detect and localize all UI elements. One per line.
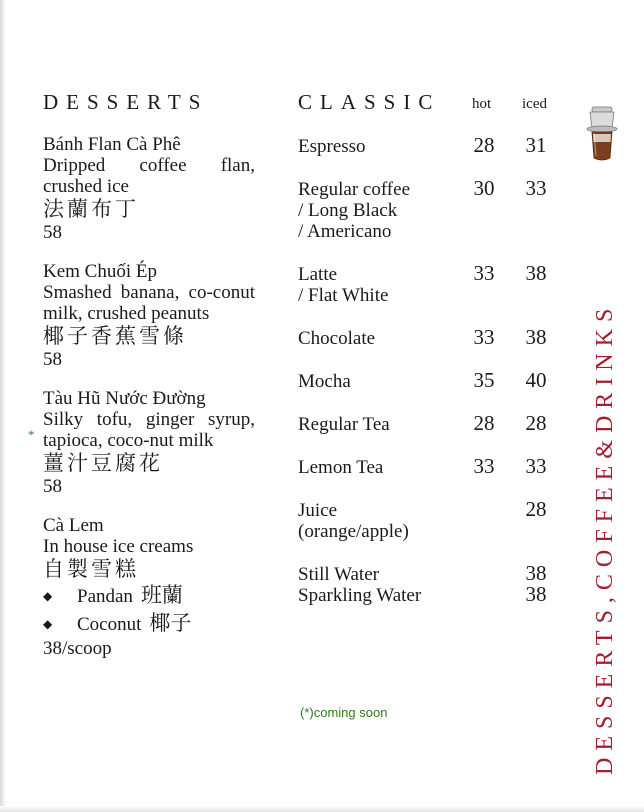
desserts-list — [43, 134, 255, 677]
drink-name: Still Water — [298, 564, 379, 585]
hot-price — [466, 456, 502, 477]
dessert-price: 58 — [43, 222, 62, 243]
iced-price — [518, 370, 554, 391]
dessert-price: 58 — [43, 349, 62, 370]
iced-price-value: 33 — [525, 454, 547, 478]
dessert-description: Silky tofu, ginger syrup, tapioca, coco-nut milk — [43, 409, 255, 451]
drink-name-line: / Flat White — [298, 285, 389, 306]
flavor-label: Pandan — [77, 586, 133, 607]
hot-price-value: 28 — [473, 411, 495, 435]
dessert-name: Cà Lem — [43, 515, 104, 536]
drink-name-line: / Long Black — [298, 200, 398, 221]
menu-side-title: DESSERTS,COFFEE&DRINKS — [592, 301, 618, 775]
flavor-option — [43, 610, 255, 638]
iced-price-value: 31 — [525, 133, 547, 157]
iced-price — [518, 178, 554, 199]
iced-price — [518, 413, 554, 434]
drink-name: Juice — [298, 500, 338, 521]
drink-name: Mocha — [298, 371, 351, 392]
diamond-bullet-icon: ◆ — [43, 617, 53, 631]
dessert-description: Smashed banana, co-conut milk, crushed peanuts — [43, 282, 255, 324]
drink-item — [298, 136, 366, 157]
dessert-chinese-name: 椰子香蕉雪條 — [43, 324, 187, 348]
drink-item — [298, 328, 375, 349]
classic-heading: CLASSIC — [298, 90, 441, 114]
iced-price — [518, 563, 554, 605]
coming-soon-marker: * — [28, 427, 35, 442]
drink-item — [298, 457, 383, 478]
drink-name: Chocolate — [298, 328, 376, 349]
dessert-item — [43, 261, 255, 370]
hot-price — [466, 263, 502, 284]
hot-price-value: 35 — [473, 368, 495, 392]
dessert-chinese-name: 自製雪糕 — [43, 557, 139, 581]
iced-price-value: 38 — [525, 561, 547, 585]
hot-price-value: 28 — [473, 133, 495, 157]
hot-price — [466, 178, 502, 199]
vietnamese-phin-filter-icon — [585, 106, 619, 164]
coming-soon-note: (*)coming soon — [300, 705, 388, 720]
dessert-description: In house ice creams — [43, 536, 194, 557]
iced-price-value: 33 — [525, 176, 547, 200]
dessert-price: 38/scoop — [43, 638, 112, 659]
drink-name-line: / Americano — [298, 221, 392, 242]
dessert-name: Tàu Hũ Nước Đường — [43, 388, 206, 409]
diamond-bullet-icon: ◆ — [43, 589, 53, 603]
iced-price-value: 40 — [525, 368, 547, 392]
dessert-description: Dripped coffee flan, crushed ice — [43, 155, 255, 197]
drink-item — [298, 414, 390, 435]
dessert-item — [43, 134, 255, 243]
hot-price — [466, 413, 502, 434]
desserts-heading: DESSERTS — [43, 90, 209, 114]
flavor-chinese-label: 椰子 — [149, 611, 192, 635]
drink-item — [298, 264, 388, 306]
dessert-chinese-name: 薑汁豆腐花 — [43, 451, 163, 475]
drink-name: Espresso — [298, 136, 366, 157]
drink-item — [298, 564, 421, 606]
drink-name: Lemon Tea — [298, 457, 384, 478]
iced-price — [518, 499, 554, 520]
iced-price-value: 38 — [525, 261, 547, 285]
hot-price-value: 33 — [473, 325, 495, 349]
drink-item — [298, 371, 351, 392]
page-edge-shadow-bottom — [0, 806, 644, 812]
drink-name-line: Sparkling Water — [298, 585, 422, 606]
hot-column-label: hot — [472, 96, 492, 112]
flavor-chinese-label: 班蘭 — [140, 583, 183, 607]
hot-price-value: 30 — [473, 176, 495, 200]
drink-name: Regular Tea — [298, 414, 390, 435]
iced-price — [518, 327, 554, 348]
dessert-item — [43, 388, 255, 497]
drink-name-line: (orange/apple) — [298, 521, 409, 542]
iced-column-label: iced — [522, 96, 547, 112]
page-edge-shadow — [0, 0, 6, 812]
iced-price-value: 28 — [525, 497, 547, 521]
hot-price — [466, 135, 502, 156]
iced-price — [518, 135, 554, 156]
iced-price — [518, 263, 554, 284]
drink-name: Latte — [298, 264, 338, 285]
dessert-price: 58 — [43, 476, 62, 497]
drink-item — [298, 179, 410, 242]
dessert-name: Bánh Flan Cà Phê — [43, 134, 181, 155]
iced-price-value: 38 — [525, 325, 547, 349]
hot-price — [466, 370, 502, 391]
dessert-name: Kem Chuối Ép — [43, 261, 157, 282]
drink-item — [298, 500, 409, 542]
flavor-label: Coconut — [77, 614, 142, 635]
hot-price-value: 33 — [473, 261, 495, 285]
hot-price — [466, 327, 502, 348]
flavor-option — [43, 582, 255, 610]
iced-price-value: 28 — [525, 411, 547, 435]
iced-price — [518, 456, 554, 477]
dessert-item — [43, 515, 255, 659]
dessert-chinese-name: 法蘭布丁 — [43, 197, 139, 221]
drink-name: Regular coffee — [298, 179, 411, 200]
iced-price-value: 38 — [525, 582, 547, 606]
hot-price-value: 33 — [473, 454, 495, 478]
